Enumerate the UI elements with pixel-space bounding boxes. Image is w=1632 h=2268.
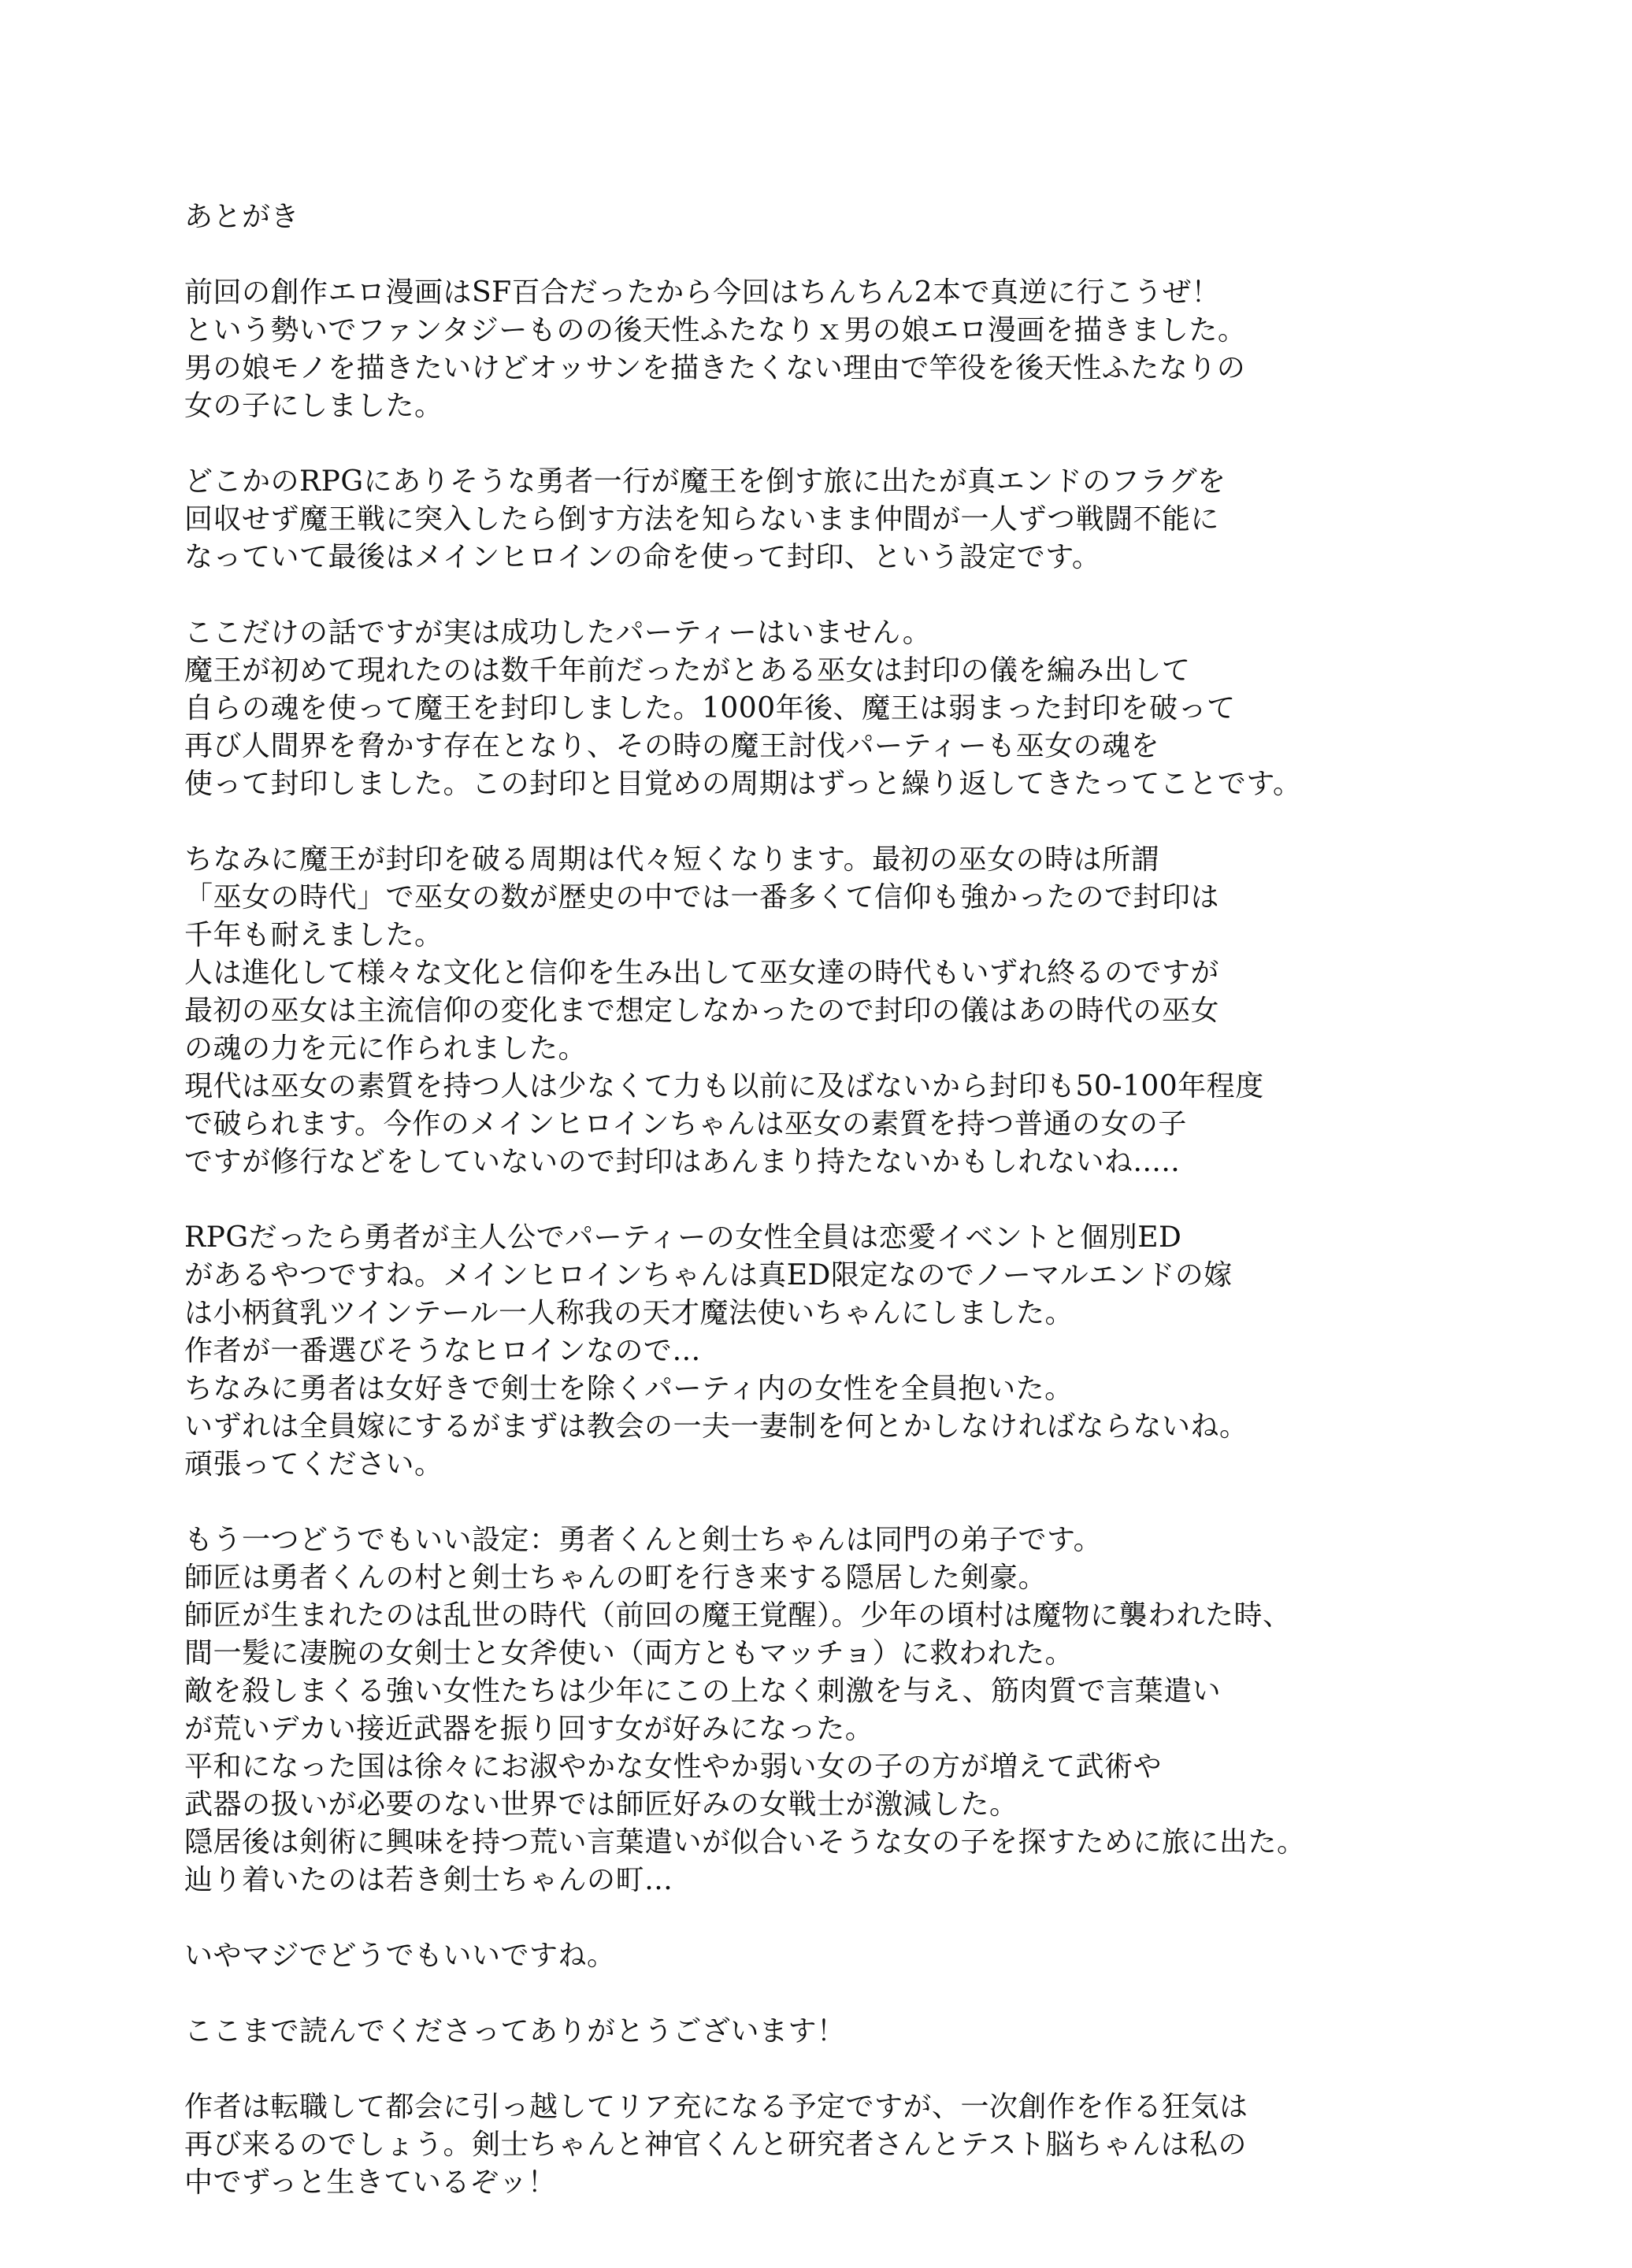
text-line: 敵を殺しまくる強い女性たちは少年にこの上なく刺激を与え、筋肉質で言葉遣い <box>184 1675 1222 1707</box>
text-line: 中でずっと生きているぞッ！ <box>184 2166 557 2199</box>
text-line: 師匠は勇者くんの村と剣士ちゃんの町を行き来する隠居した剣豪。 <box>184 1562 1048 1594</box>
text-line: 自らの魂を使って魔王を封印しました。1000年後、魔王は弱まった封印を破って <box>184 692 1236 724</box>
text-line: の魂の力を元に作られました。 <box>184 1032 588 1065</box>
paragraph-3 <box>184 614 1586 803</box>
text-line: 間一髪に凄腕の女剣士と女斧使い（両方ともマッチョ）に救われた。 <box>184 1637 1074 1670</box>
text-line: 千年も耐えました。 <box>184 919 443 951</box>
text-line: が荒いデカい接近武器を振り回す女が好みになった。 <box>184 1713 874 1745</box>
text-line: 回収せず魔王戦に突入したら倒す方法を知らないまま仲間が一人ずつ戦闘不能に <box>184 503 1220 536</box>
text-line: 女の子にしました。 <box>184 390 443 422</box>
text-line: なっていて最後はメインヒロインの命を使って封印、という設定です。 <box>184 541 1101 573</box>
paragraph-9 <box>184 2088 1586 2202</box>
text-line: いやマジでどうでもいいですね。 <box>184 1940 616 1972</box>
text-line: があるやつですね。メインヒロインちゃんは真ED限定なのでノーマルエンドの嫁 <box>184 1259 1233 1292</box>
text-line: どこかのRPGにありそうな勇者一行が魔王を倒す旅に出たが真エンドのフラグを <box>184 465 1226 498</box>
text-line: 再び人間界を脅かす存在となり、その時の魔王討伐パーティーも巫女の魂を <box>184 730 1160 762</box>
afterword-page <box>184 198 1586 2240</box>
text-line: 辿り着いたのは若き剣士ちゃんの町… <box>184 1864 673 1896</box>
text-line: 武器の扱いが必要のない世界では師匠好みの女戦士が激減した。 <box>184 1788 1018 1821</box>
paragraph-5 <box>184 1219 1586 1484</box>
text-line: という勢いでファンタジーものの後天性ふたなりｘ男の娘エロ漫画を描きました。 <box>184 314 1247 346</box>
text-line: 再び来るのでしょう。剣士ちゃんと神官くんと研究者さんとテスト脳ちゃんは私の <box>184 2129 1248 2161</box>
text-line: 魔王が初めて現れたのは数千年前だったがとある巫女は封印の儀を編み出して <box>184 654 1191 687</box>
paragraph-7 <box>184 1937 1586 1975</box>
paragraph-6 <box>184 1521 1586 1899</box>
text-line: 最初の巫女は主流信仰の変化まで想定しなかったので封印の儀はあの時代の巫女 <box>184 995 1220 1027</box>
text-line: ですが修行などをしていないので封印はあんまり持たないかもしれないね..... <box>184 1146 1181 1178</box>
text-line: 作者は転職して都会に引っ越してリア充になる予定ですが、一次創作を作る狂気は <box>184 2091 1248 2123</box>
text-line: 師匠が生まれたのは乱世の時代（前回の魔王覚醒）。少年の頃村は魔物に襲われた時、 <box>184 1599 1292 1632</box>
text-line: 「巫女の時代」で巫女の数が歴史の中では一番多くて信仰も強かったので封印は <box>184 881 1220 914</box>
text-line: で破られます。今作のメインヒロインちゃんは巫女の素質を持つ普通の女の子 <box>184 1108 1187 1140</box>
text-line: は小柄貧乳ツインテール一人称我の天才魔法使いちゃんにしました。 <box>184 1297 1074 1329</box>
text-line: ここまで読んでくださってありがとうございます！ <box>184 2015 846 2048</box>
text-line: 使って封印しました。この封印と目覚めの周期はずっと繰り返してきたってことです。 <box>184 768 1302 800</box>
text-line: ちなみに勇者は女好きで剣士を除くパーティ内の女性を全員抱いた。 <box>184 1373 1074 1405</box>
text-line: いずれは全員嫁にするがまずは教会の一夫一妻制を何とかしなければならないね。 <box>184 1410 1248 1443</box>
text-line: ちなみに魔王が封印を破る周期は代々短くなります。最初の巫女の時は所謂 <box>184 843 1160 876</box>
page-title: あとがき <box>184 201 300 233</box>
paragraph-8 <box>184 2013 1586 2051</box>
text-line: 人は進化して様々な文化と信仰を生み出して巫女達の時代もいずれ終るのですが <box>184 957 1220 989</box>
text-line: 現代は巫女の素質を持つ人は少なくて力も以前に及ばないから封印も50-100年程度 <box>184 1070 1264 1102</box>
text-line: 前回の創作エロ漫画はSF百合だったから今回はちんちん2本で真逆に行こうぜ！ <box>184 276 1221 309</box>
text-line: 平和になった国は徐々にお淑やかな女性やか弱い女の子の方が増えて武術や <box>184 1751 1163 1783</box>
text-line: 作者が一番選びそうなヒロインなので… <box>184 1335 701 1367</box>
paragraph-4 <box>184 841 1586 1181</box>
text-line: もう一つどうでもいい設定：勇者くんと剣士ちゃんは同門の弟子です。 <box>184 1524 1103 1556</box>
text-line: 男の娘モノを描きたいけどオッサンを描きたくない理由で竿役を後天性ふたなりの <box>184 352 1246 384</box>
paragraph-1 <box>184 274 1586 425</box>
text-line: RPGだったら勇者が主人公でパーティーの女性全員は恋愛イベントと個別ED <box>184 1221 1182 1254</box>
text-line: 隠居後は剣術に興味を持つ荒い言葉遣いが似合いそうな女の子を探すために旅に出た。 <box>184 1826 1306 1858</box>
paragraph-2 <box>184 463 1586 576</box>
text-line: 頑張ってください。 <box>184 1448 443 1480</box>
text-line: ここだけの話ですが実は成功したパーティーはいません。 <box>184 617 932 649</box>
